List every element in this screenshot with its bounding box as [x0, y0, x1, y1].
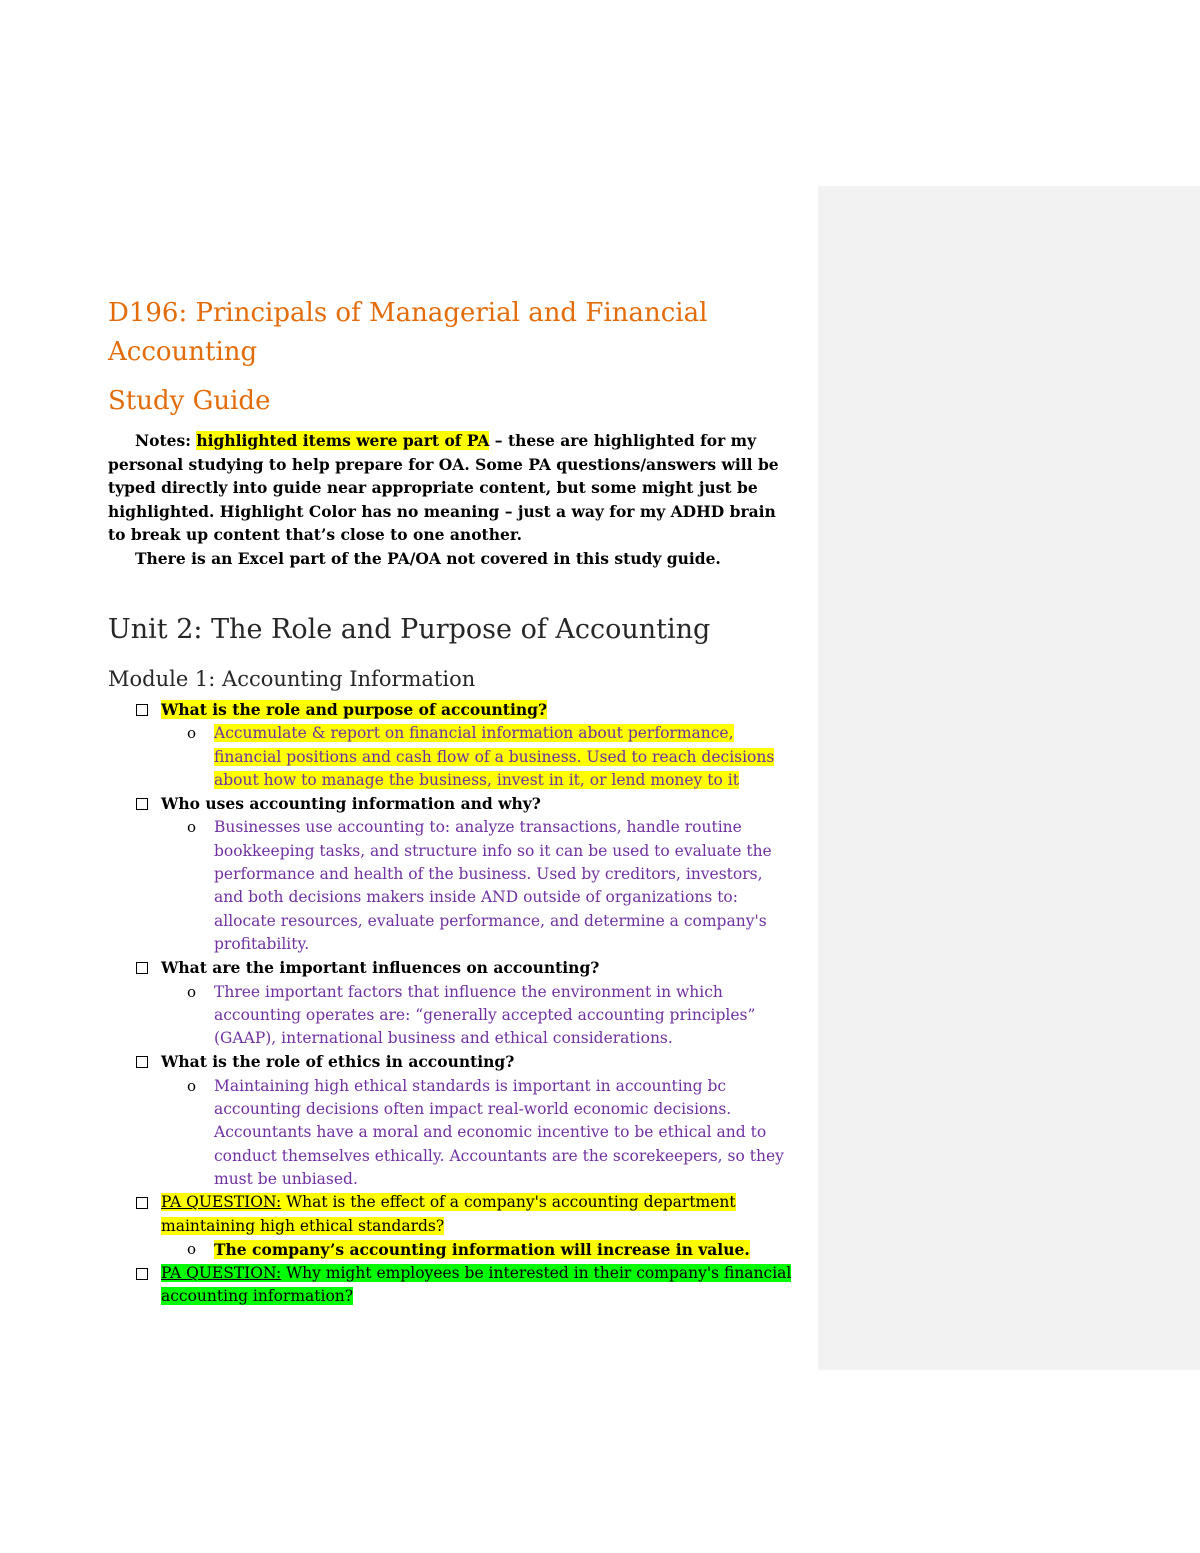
answer-item: [108, 1238, 794, 1262]
checkbox-icon: [136, 1056, 148, 1068]
notes-label: Notes:: [135, 431, 197, 450]
answer-item: [108, 816, 794, 956]
answer-text: Businesses use accounting to: analyze transactions, handle routine bookkeeping tasks, and structure info so it can be used to evaluate the performance and health of the business. Used by creditors, investors, and both decisions makers inside AND outside of organizations to: allocate resources, evaluate performance, and determine a company's profitability.: [214, 818, 772, 953]
question-item: [108, 698, 808, 792]
answer-list: [161, 981, 808, 1051]
answer-text: Maintaining high ethical standards is important in accounting bc accounting decisions often impact real-world economic decisions. Accountants have a moral and economic incentive to be ethical and to conduct themselves ethically. Accountants are the scorekeepers, so they must be unbiased.: [214, 1076, 784, 1188]
document-page: [108, 290, 808, 1309]
notes-text: – these are highlighted for my personal studying to help prepare for OA. Some PA questions/answers will be typed directly into guide near appropriate content, but some might just be highlighted. Highlight Color has no meaning – just a way for my ADHD brain to break up content that’s close to one another.: [108, 431, 779, 544]
answer-item: [108, 981, 794, 1051]
pa-question-highlight: [161, 1264, 791, 1305]
checkbox-icon: [136, 962, 148, 974]
pa-question-highlight: [161, 1193, 736, 1234]
pa-question-item: [108, 1191, 808, 1262]
question-text: What is the role of ethics in accounting?: [161, 1052, 515, 1072]
notes-highlighted-text: highlighted items were part of PA: [196, 431, 490, 450]
question-item: [108, 956, 808, 1050]
circle-bullet-icon: o: [187, 724, 197, 743]
question-text: Who uses accounting information and why?: [161, 794, 541, 814]
notes-paragraph: [108, 429, 792, 547]
answer-list: [161, 1238, 808, 1262]
question-text: What are the important influences on accounting?: [161, 958, 600, 978]
notes-section: [108, 429, 792, 570]
pa-question-label: PA QUESTION:: [161, 1193, 282, 1212]
module-heading: Module 1: Accounting Information: [108, 667, 476, 691]
question-text: What is the role and purpose of accounting?: [161, 700, 548, 719]
checkbox-icon: [136, 798, 148, 810]
answer-list: [161, 722, 808, 792]
circle-bullet-icon: o: [187, 982, 197, 1001]
question-item: [108, 792, 808, 956]
answer-text: The company’s accounting information will increase in value.: [214, 1239, 750, 1259]
question-text: Why might employees be interested in their company's financial accounting information?: [161, 1264, 792, 1306]
document-title: D196: Principals of Managerial and Financial Accounting: [108, 298, 708, 367]
answer-text: Accumulate & report on financial information about performance, financial positions and cash flow of a business. Used to reach decisions about how to manage the business, invest in it, or lend money to it: [214, 724, 775, 789]
question-item: [108, 1050, 808, 1191]
answer-item: [108, 1075, 794, 1191]
checkbox-icon: [136, 1197, 148, 1209]
checkbox-icon: [136, 704, 148, 716]
circle-bullet-icon: o: [187, 1076, 197, 1095]
pa-question-item: [108, 1262, 808, 1309]
pa-question-label: PA QUESTION:: [161, 1264, 282, 1283]
excel-note: There is an Excel part of the PA/OA not covered in this study guide.: [135, 548, 721, 568]
document-subtitle: Study Guide: [108, 386, 271, 416]
answer-item: [108, 722, 794, 792]
comment-pane: [818, 186, 1200, 1370]
checkbox-icon: [136, 1268, 148, 1280]
answer-text: Three important factors that influence the environment in which accounting operates are: “generally accepted accounting principles” (GAAP), international business and ethical considerations.: [214, 982, 756, 1048]
answer-list: [161, 816, 808, 956]
circle-bullet-icon: o: [187, 818, 197, 837]
answer-list: [161, 1075, 808, 1191]
question-text: What is the effect of a company's accounting department maintaining high ethical standards?: [161, 1193, 736, 1235]
circle-bullet-icon: o: [187, 1239, 197, 1258]
unit-heading: Unit 2: The Role and Purpose of Accounting: [108, 614, 711, 645]
question-list: [108, 698, 808, 1309]
